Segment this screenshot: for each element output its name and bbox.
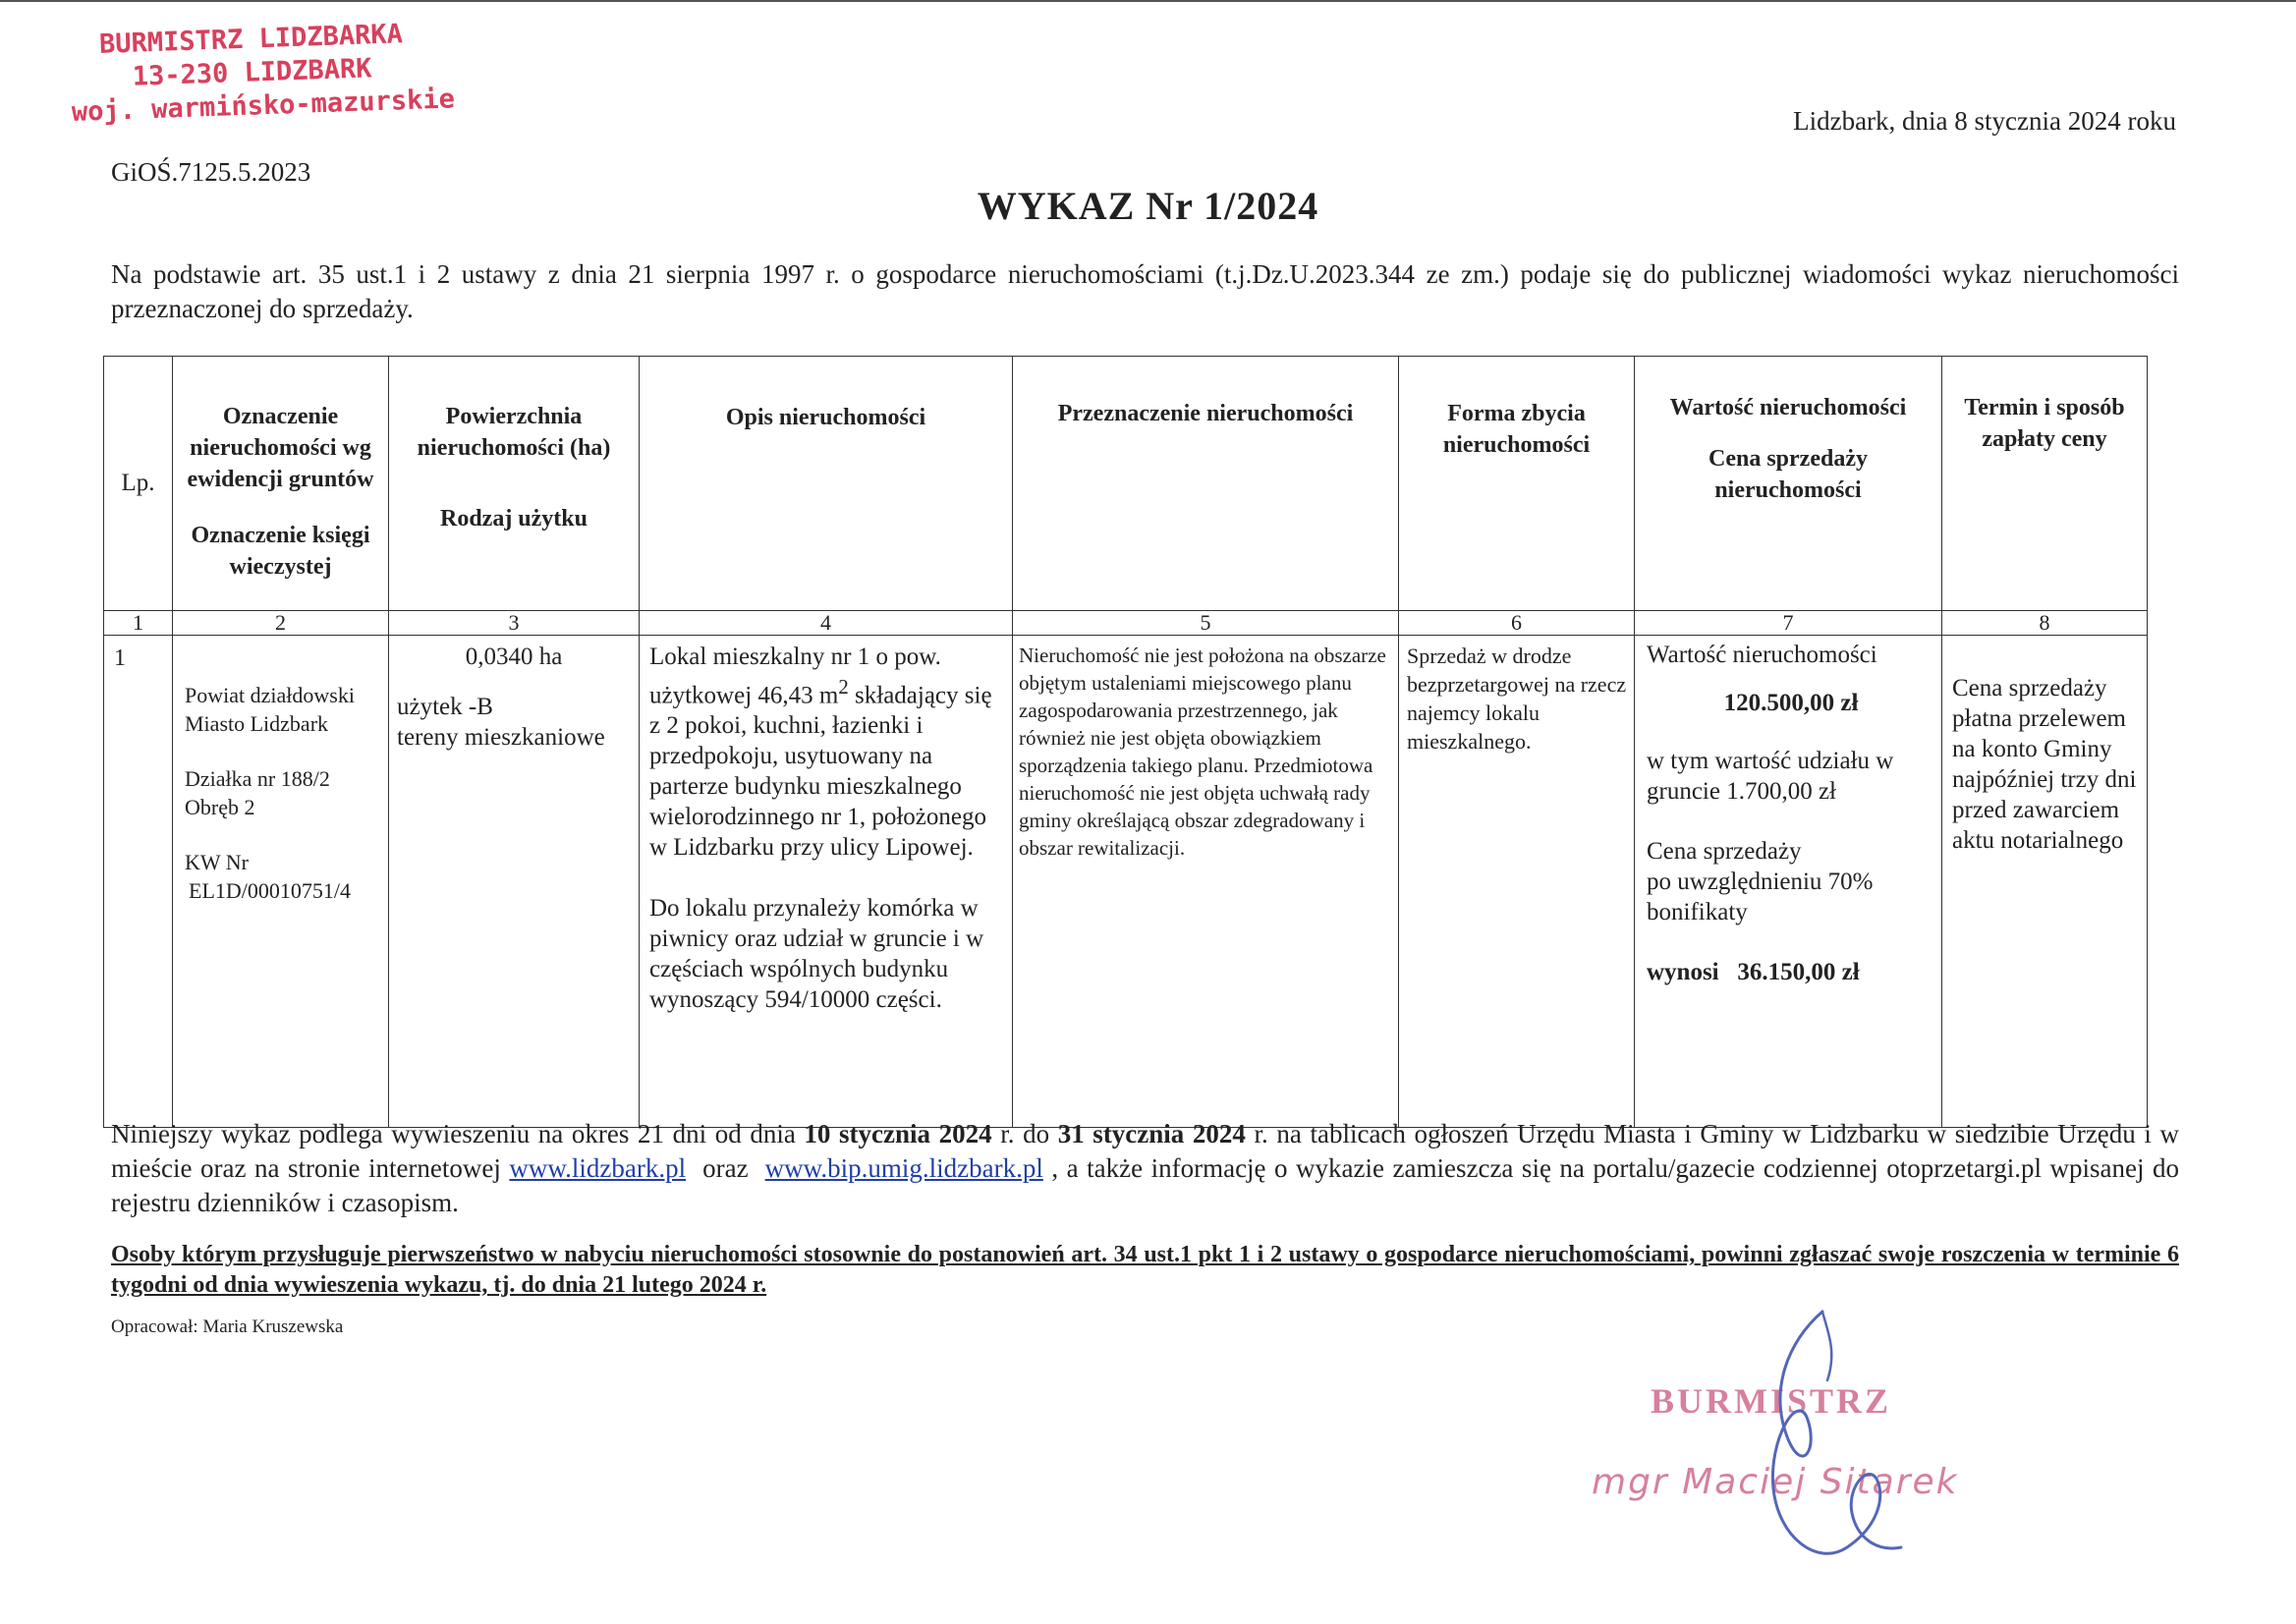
row-payment: Cena sprzedaży płatna przelewem na konto Gminy najpóźniej trzy dni przed zawarciem aktu notarialnego	[1942, 636, 2148, 1128]
designation-parcel: Działka nr 188/2	[185, 766, 330, 791]
header-lp: Lp.	[104, 357, 173, 611]
display-notice	[111, 1117, 2179, 1220]
header-purpose-label: Przeznaczenie nieruchomości	[1057, 401, 1354, 426]
area-value: 0,0340 ha	[465, 644, 563, 670]
row-sale-form: Sprzedaż w drodze bezprzetargowej na rzecz najemcy lokalu mieszkalnego.	[1399, 636, 1635, 1128]
description-text: składający się z 2 pokoi, kuchni, łazienki i przedpokoju, usytuowany na parterze budynku mieszkalnego wielorodzinnego nr 1, położonego w Lidzbarku przy ulicy Lipowej.	[649, 682, 992, 862]
column-number: 7	[1635, 611, 1942, 636]
notice-text: r. na tablicach ogłoszeń Urzędu Miasta i Gminy w Lidzbarku w siedzibie Urzędu i w mieście oraz na stronie internetowej	[111, 1119, 2180, 1183]
designation-precinct: Obręb 2	[185, 795, 255, 819]
header-designation-top: Oznaczenie nieruchomości wg ewidencji gruntów	[187, 404, 374, 492]
column-number: 6	[1399, 611, 1635, 636]
header-description	[640, 357, 1013, 611]
office-stamp	[69, 17, 456, 130]
header-area	[389, 357, 640, 611]
column-number: 3	[389, 611, 640, 636]
row-designation	[173, 636, 389, 1128]
notice-date-to: 31 stycznia 2024	[1057, 1119, 1246, 1148]
header-area-bottom: Rodzaj użytku	[439, 506, 588, 532]
stamp-line-2: 13-230 LIDZBARK	[132, 53, 373, 92]
row-description	[640, 636, 1013, 1128]
handwritten-signature	[1729, 1302, 1916, 1577]
column-number: 4	[640, 611, 1013, 636]
description-paragraph-1	[649, 642, 1004, 863]
designation-miasto: Miasto Lidzbark	[185, 711, 329, 736]
header-payment	[1942, 357, 2148, 611]
notice-text: r. do	[991, 1119, 1058, 1148]
link-lidzbark[interactable]: www.lidzbark.pl	[509, 1153, 687, 1183]
header-description-label: Opis nieruchomości	[725, 405, 926, 430]
signature-stamp-title: BURMISTRZ	[1651, 1381, 1892, 1421]
property-list-table	[103, 356, 2148, 1128]
top-rule	[0, 0, 2296, 2]
land-register-number: EL1D/00010751/4	[189, 878, 351, 903]
header-value	[1635, 357, 1942, 611]
land-share-value: w tym wartość udziału w gruncie 1.700,00 zł	[1647, 748, 1894, 805]
notice-text: , a także informację o wykazie zamieszcza się na portalu/gazecie codziennej otoprzetargi.pl wpisanej do rejestru dzienników i czasopism.	[111, 1153, 2179, 1217]
document-title: WYKAZ Nr 1/2024	[977, 184, 1319, 228]
use-description: tereny mieszkaniowe	[397, 724, 605, 751]
stamp-line-3: woj. warmińsko-mazurskie	[71, 84, 456, 128]
priority-notice: Osoby którym przysługuje pierwszeństwo w nabyciu nieruchomości stosownie do postanowień art. 34 ust.1 pkt 1 i 2 ustawy o gospodarce nieruchomościami, powinni zgłaszać swoje roszczenia w terminie 6 tygodni od dnia wywieszenia wykazu, tj. do dnia 21 lutego 2024 r.	[111, 1242, 2179, 1298]
header-sale-form	[1399, 357, 1635, 611]
discount-note: po uwzględnieniu 70% bonifikaty	[1647, 868, 1874, 925]
header-designation-bottom: Oznaczenie księgi wieczystej	[191, 523, 370, 580]
use-type: użytek -B	[397, 694, 493, 720]
stamp-line-1: BURMISTRZ LIDZBARKA	[98, 19, 404, 60]
notice-date-from: 10 stycznia 2024	[804, 1119, 992, 1148]
header-purpose	[1013, 357, 1399, 611]
price-label: Cena sprzedaży	[1647, 838, 1802, 865]
column-number: 1	[104, 611, 173, 636]
value-label: Wartość nieruchomości	[1647, 642, 1877, 668]
designation-powiat: Powiat działdowski	[185, 683, 355, 707]
column-number: 2	[173, 611, 389, 636]
area-unit-superscript: 2	[838, 675, 849, 699]
reference-number: GiOŚ.7125.5.2023	[111, 157, 311, 187]
header-area-top: Powierzchnia nieruchomości (ha)	[417, 404, 611, 461]
header-value-bottom: Cena sprzedaży nieruchomości	[1708, 446, 1868, 503]
header-sale-form-label: Forma zbycia nieruchomości	[1442, 401, 1591, 458]
column-number: 8	[1942, 611, 2148, 636]
row-lp: 1	[104, 636, 173, 1128]
final-price	[1647, 957, 1935, 987]
row-area	[389, 636, 640, 1128]
row-purpose: Nieruchomość nie jest położona na obszarze objętym ustaleniami miejscowego planu zagospodarowania przestrzennego, jak również nie jest objęta obowiązkiem sporządzenia takiego planu. Przedmiotowa nieruchomość nie jest objęta uchwałą rady gminy określającą obszar zdegradowany i obszar rewitalizacji.	[1013, 636, 1399, 1128]
place-date: Lidzbark, dnia 8 stycznia 2024 roku	[1793, 106, 2176, 136]
intro-paragraph: Na podstawie art. 35 ust.1 i 2 ustawy z dnia 21 sierpnia 1997 r. o gospodarce nieruchomościami (t.j.Dz.U.2023.344 ze zm.) podaje się do publicznej wiadomości wykaz nieruchomości przeznaczonej do sprzedaży.	[111, 259, 2179, 323]
description-paragraph-2: Do lokalu przynależy komórka w piwnicy oraz udział w gruncie i w częściach wspólnych budynku wynoszący 594/10000 części.	[649, 895, 984, 1014]
header-value-top: Wartość nieruchomości	[1669, 395, 1907, 420]
column-number: 5	[1013, 611, 1399, 636]
final-price-amount: 36.150,00 zł	[1737, 959, 1860, 985]
link-bip[interactable]: www.bip.umig.lidzbark.pl	[764, 1153, 1043, 1183]
signature-stamp-name: mgr Maciej Sitarek	[1592, 1462, 1959, 1502]
row-value	[1635, 636, 1942, 1128]
table-row	[104, 636, 2148, 1128]
table-header-row	[104, 357, 2148, 611]
prepared-by: Opracował: Maria Kruszewska	[111, 1316, 344, 1337]
column-number-row	[104, 611, 2148, 636]
value-amount: 120.500,00 zł	[1723, 690, 1859, 716]
header-designation	[173, 357, 389, 611]
header-payment-label: Termin i sposób zapłaty ceny	[1964, 395, 2125, 452]
description-text: Lokal mieszkalny nr 1 o pow. użytkowej 46,43 m	[649, 644, 941, 709]
land-register-label: KW Nr	[185, 850, 249, 874]
final-price-label: wynosi	[1647, 959, 1719, 985]
notice-text: Niniejszy wykaz podlega wywieszeniu na okres 21 dni od dnia	[111, 1119, 805, 1148]
notice-text: oraz	[686, 1153, 765, 1183]
